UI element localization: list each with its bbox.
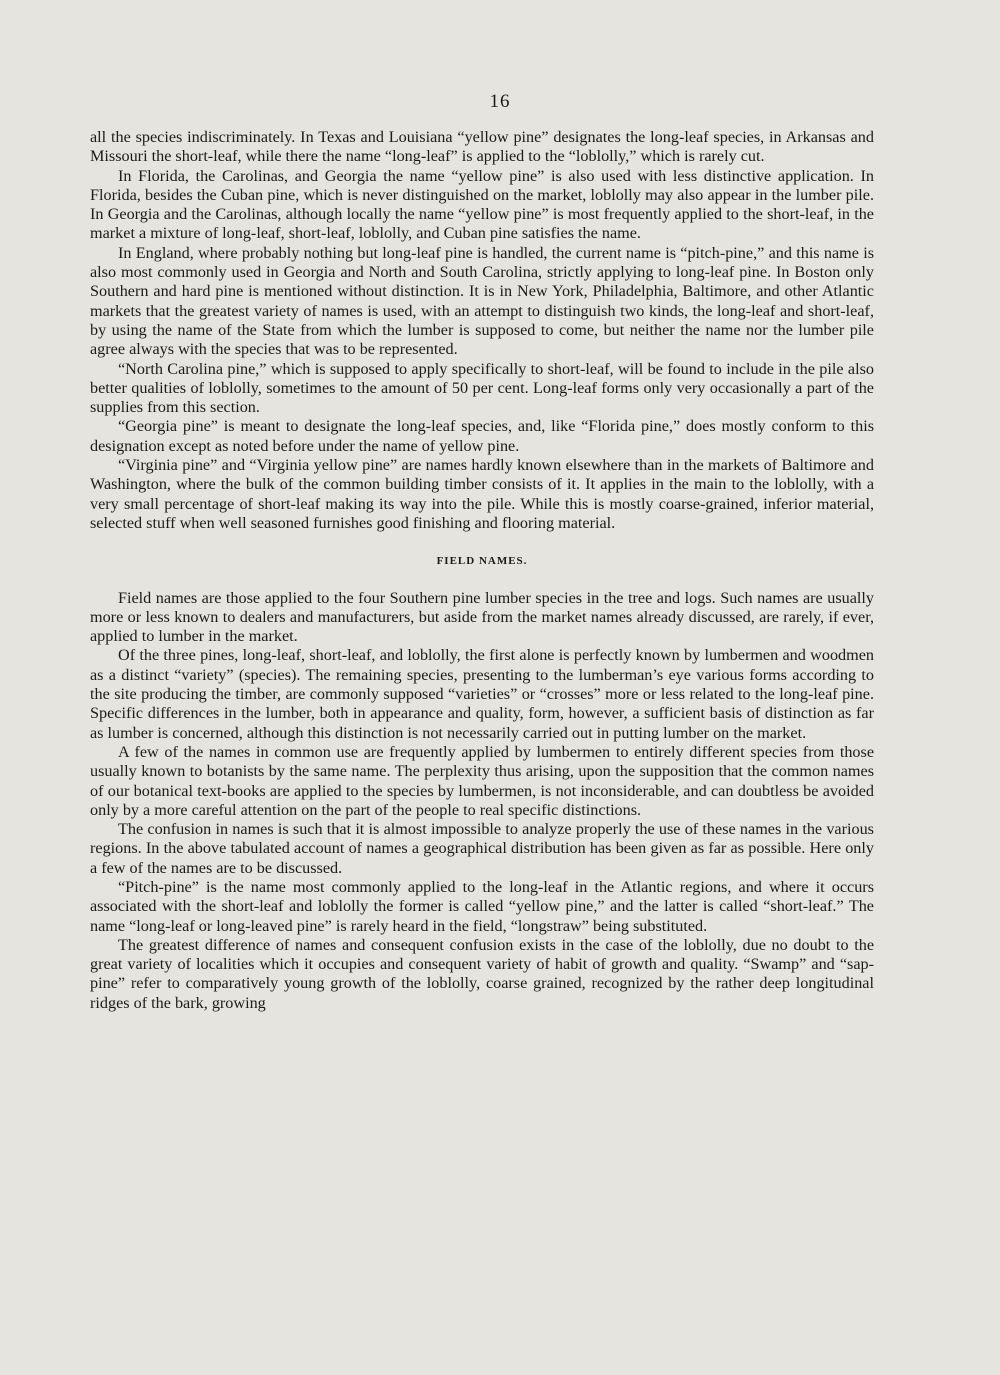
paragraph: “Virginia pine” and “Virginia yellow pine” are names hardly known elsewhere than in the markets of Baltimore and Washington, where the bulk of the common building timber consists of it. It applies in the main to the loblolly, with a very small percentage of short-leaf making its way into the pile. While this is mostly coarse-grained, inferior material, selected stuff when well seasoned furnishes good finishing and flooring material.	[90, 456, 874, 532]
paragraph: In England, where probably nothing but long-leaf pine is handled, the current name is “pitch-pine,” and this name is also most commonly used in Georgia and North and South Carolina, strictly applying to long-leaf pine. In Boston only Southern and hard pine is mentioned without distinction. It is in New York, Philadelphia, Baltimore, and other Atlantic markets that the greatest variety of names is used, with an attempt to distinguish two kinds, the long-leaf and short-leaf, by using the name of the State from which the lumber is supposed to come, but neither the name nor the lumber pile agree always with the species that was to be represented.	[90, 243, 874, 359]
body-text	[90, 128, 874, 1013]
paragraph: “Georgia pine” is meant to designate the long-leaf species, and, like “Florida pine,” does mostly conform to this designation except as noted before under the name of yellow pine.	[90, 417, 874, 455]
paragraph: In Florida, the Carolinas, and Georgia the name “yellow pine” is also used with less distinctive application. In Florida, besides the Cuban pine, which is never distinguished on the market, loblolly may also appear in the lumber pile. In Georgia and the Carolinas, although locally the name “yellow pine” is most frequently applied to the short-leaf, in the market a mixture of long-leaf, short-leaf, loblolly, and Cuban pine satisfies the name.	[90, 166, 874, 243]
paragraph: Of the three pines, long-leaf, short-leaf, and loblolly, the first alone is perfectly known by lumbermen and woodmen as a distinct “variety” (species). The remaining species, presenting to the lumberman’s eye various forms according to the site producing the timber, are commonly supposed “varieties” or “crosses” more or less related to the long-leaf pine. Specific differences in the lumber, both in appearance and quality, form, however, a sufficient basis of distinction as far as lumber is concerned, although this distinction is not necessarily carried out in putting lumber on the market.	[90, 646, 874, 742]
paragraph: all the species indiscriminately. In Texas and Louisiana “yellow pine” designates the long-leaf species, in Arkansas and Missouri the short-leaf, while there the name “long-leaf” is applied to the “loblolly,” which is rarely cut.	[90, 128, 874, 166]
section-heading: FIELD NAMES.	[436, 555, 528, 568]
paragraph: A few of the names in common use are frequently applied by lumbermen to entirely different species from those usually known to botanists by the same name. The perplexity thus arising, upon the supposition that the common names of our botanical text-books are applied to the species by lumbermen, is not inconsiderable, and can doubtless be avoided only by a more careful attention on the part of the people to real specific distinctions.	[90, 742, 874, 819]
paragraph: Field names are those applied to the four Southern pine lumber species in the tree and logs. Such names are usually more or less known to dealers and manufacturers, but aside from the market names already discussed, are rarely, if ever, applied to lumber in the market.	[90, 588, 874, 646]
paragraph: “Pitch-pine” is the name most commonly applied to the long-leaf in the Atlantic regions, and where it occurs associated with the short-leaf and loblolly the former is called “yellow pine,” and the latter is called “short-leaf.” The name “long-leaf or long-leaved pine” is rarely heard in the field, “longstraw” being substituted.	[90, 877, 874, 935]
paragraph: The confusion in names is such that it is almost impossible to analyze properly the use of these names in the various regions. In the above tabulated account of names a geographical distribution has been given as far as possible. Here only a few of the names are to be discussed.	[90, 820, 874, 877]
paragraph: “North Carolina pine,” which is supposed to apply specifically to short-leaf, will be found to include in the pile also better qualities of loblolly, sometimes to the amount of 50 per cent. Long-leaf forms only very occasionally a part of the supplies from this section.	[90, 359, 874, 417]
paragraph: The greatest difference of names and consequent confusion exists in the case of the loblolly, due no doubt to the great variety of localities which it occupies and consequent variety of habit of growth and quality. “Swamp” and “sap-pine” refer to comparatively young growth of the loblolly, coarse grained, recognized by the rather deep longitudinal ridges of the bark, growing	[90, 935, 874, 1012]
page-number: 16	[489, 91, 511, 112]
